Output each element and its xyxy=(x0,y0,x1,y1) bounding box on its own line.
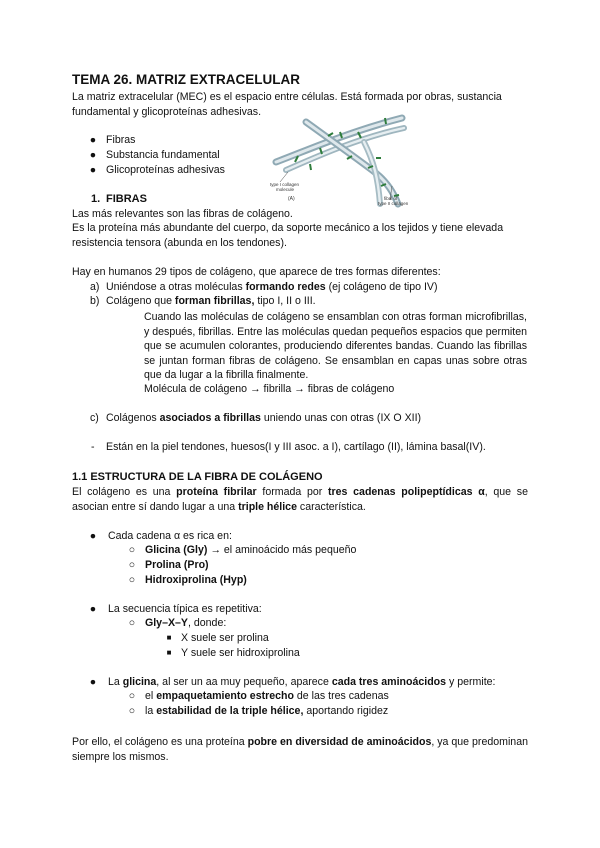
list-item: Glicina (Gly) → el aminoácido más pequeño xyxy=(145,544,357,556)
figure-label: type II collagen xyxy=(378,201,408,206)
figure-label: type I collagen xyxy=(270,182,300,187)
figure-label: molecule xyxy=(276,187,295,192)
list-item: la estabilidad de la triple hélice, aportando rigidez xyxy=(145,705,389,717)
intro-paragraph: La matriz extracelular (MEC) es el espacio entre células. Está formada por obras, sustancia fundamental y glicoproteínas adhesivas. xyxy=(72,91,502,118)
paragraph: Las más relevantes son las fibras de colágeno. xyxy=(72,208,293,220)
list-item: Colágeno que forman fibrillas, tipo I, II o III. xyxy=(106,295,316,307)
description-paragraph: Cuando las moléculas de colágeno se ensamblan con otras forman microfibrillas, y después, fibrillas. Entre las moléculas quedan pequeños espacios que permiten que se acumulen colorantes, produciendo diferentes bandas. Cuando las fibrillas se juntan forman fibras de colágeno. Se ensamblan en capas unas sobre otras que da lugar a la fibrilla finalmente. xyxy=(144,311,527,381)
list-item: Están en la piel tendones, huesos(I y III asoc. a I), cartílago (II), lámina basal(IV). xyxy=(106,441,486,453)
conclusion-paragraph: Por ello, el colágeno es una proteína pobre en diversidad de aminoácidos, ya que predominan siempre los mismos. xyxy=(72,736,528,763)
collagen-fibril-illustration xyxy=(268,112,408,208)
bullet-icon: ● xyxy=(89,676,97,688)
square-bullet-icon: ■ xyxy=(166,633,172,642)
list-item: X suele ser prolina xyxy=(181,632,269,644)
list-item: Substancia fundamental xyxy=(106,149,220,161)
paragraph: Es la proteína más abundante del cuerpo, da soporte mecánico a los tejidos y tiene elevada resistencia tensora (abunda en los tendones). xyxy=(72,222,504,249)
list-item: La secuencia típica es repetitiva: xyxy=(108,603,262,615)
square-bullet-icon: ■ xyxy=(166,648,172,657)
figure-panel-label: (A) xyxy=(288,196,295,202)
list-item: Cada cadena α es rica en: xyxy=(108,530,232,542)
figure-label: fibril of xyxy=(384,196,398,201)
list-item: el empaquetamiento estrecho de las tres cadenas xyxy=(145,690,389,702)
circle-bullet-icon: ○ xyxy=(128,574,136,586)
process-chain: Molécula de colágeno → fibrilla → fibras de colágeno xyxy=(144,383,395,395)
bullet-icon: ● xyxy=(89,134,97,146)
list-marker: c) xyxy=(90,412,99,424)
list-item: Colágenos asociados a fibrillas uniendo unas con otras (IX O XII) xyxy=(106,412,422,424)
circle-bullet-icon: ○ xyxy=(128,705,136,717)
list-item: Y suele ser hidroxiprolina xyxy=(181,647,300,659)
list-item: Prolina (Pro) xyxy=(145,559,209,571)
list-marker: b) xyxy=(90,295,100,307)
section-heading: FIBRAS xyxy=(106,193,147,205)
section-number: 1. xyxy=(91,193,101,205)
circle-bullet-icon: ○ xyxy=(128,617,136,629)
bullet-icon: ● xyxy=(89,164,97,176)
circle-bullet-icon: ○ xyxy=(128,544,136,556)
circle-bullet-icon: ○ xyxy=(128,690,136,702)
bullet-icon: ● xyxy=(89,603,97,615)
paragraph: Hay en humanos 29 tipos de colágeno, que aparece de tres formas diferentes: xyxy=(72,266,441,278)
list-marker: a) xyxy=(90,281,100,293)
collagen-figure xyxy=(268,112,408,208)
list-item: La glicina, al ser un aa muy pequeño, aparece cada tres aminoácidos y permite: xyxy=(108,676,496,688)
bullet-icon: ● xyxy=(89,530,97,542)
list-item: Uniéndose a otras moléculas formando redes (ej colágeno de tipo IV) xyxy=(106,281,438,293)
list-item: Gly–X–Y, donde: xyxy=(145,617,227,629)
dash-marker: - xyxy=(91,441,95,453)
bullet-icon: ● xyxy=(89,149,97,161)
list-item: Fibras xyxy=(106,134,136,146)
list-item: Hidroxiprolina (Hyp) xyxy=(145,574,247,586)
paragraph: El colágeno es una proteína fibrilar formada por tres cadenas polipeptídicas α, que se asocian entre sí dando lugar a una triple hélice característica. xyxy=(72,486,528,513)
list-item: Glicoproteínas adhesivas xyxy=(106,164,225,176)
subsection-heading: 1.1 ESTRUCTURA DE LA FIBRA DE COLÁGENO xyxy=(72,471,323,483)
page-title: TEMA 26. MATRIZ EXTRACELULAR xyxy=(72,72,300,87)
circle-bullet-icon: ○ xyxy=(128,559,136,571)
